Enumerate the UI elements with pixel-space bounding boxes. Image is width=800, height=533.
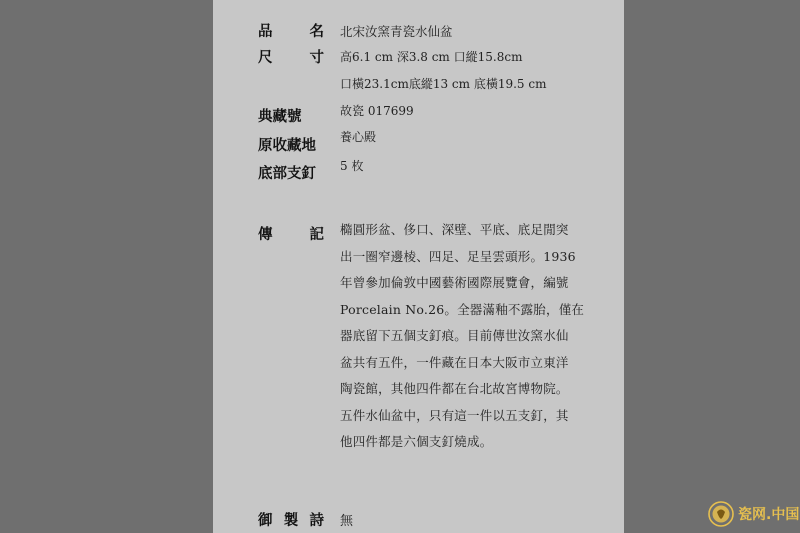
label-catalog: 典藏號 <box>258 109 302 125</box>
label-name-char2: 名 <box>309 24 324 40</box>
label-poem-char2: 製 <box>283 513 299 529</box>
label-poem-char3: 詩 <box>309 513 324 529</box>
record-line: Porcelain No.26。全器滿釉不露胎，僅在 <box>340 301 585 317</box>
label-poem <box>258 509 324 530</box>
label-name-char1: 品 <box>258 24 273 40</box>
label-record-char1: 傳 <box>258 227 273 243</box>
record-line: 盆共有五件，一件藏在日本大阪市立東洋 <box>340 354 569 370</box>
label-origin: 原收藏地 <box>258 138 316 154</box>
label-size-char1: 尺 <box>258 50 273 66</box>
value-catalog: 故瓷 017699 <box>340 104 414 118</box>
watermark-text: 瓷网.中国 <box>738 507 800 523</box>
value-name: 北宋汝窯青瓷水仙盆 <box>340 24 453 39</box>
porcelain-logo-icon <box>708 501 734 527</box>
record-line: 陶瓷館，其他四件都在台北故宮博物院。 <box>340 381 569 396</box>
value-size-line2: 口橫23.1cm底縱13 cm 底橫19.5 cm <box>340 77 547 91</box>
record-line: 年曾參加倫敦中國藝術國際展覽會，編號 <box>340 275 569 290</box>
label-size <box>258 46 324 67</box>
label-poem-char1: 御 <box>258 513 273 529</box>
label-name <box>258 20 324 41</box>
label-size-char2: 寸 <box>309 50 324 66</box>
value-poem: 無 <box>340 514 354 529</box>
record-line: 他四件都是六個支釘燒成。 <box>340 434 493 449</box>
record-line: 橢圓形盆、侈口、深壁、平底、底足閒突 <box>340 222 569 237</box>
value-origin: 養心殿 <box>340 130 377 144</box>
label-spurs: 底部支釘 <box>258 166 316 182</box>
record-line: 器底留下五個支釘痕。目前傳世汝窯水仙 <box>340 328 569 343</box>
label-record-char2: 記 <box>309 227 324 243</box>
record-paragraph <box>340 222 585 462</box>
label-record <box>258 223 324 244</box>
record-line: 五件水仙盆中，只有這一件以五支釘，其 <box>340 407 569 423</box>
record-line: 出一圈窄邊棱、四足、足呈雲頭形。1936 <box>340 248 576 264</box>
value-size-line1: 高6.1 cm 深3.8 cm 口縱15.8cm <box>340 50 523 64</box>
value-spurs: 5 枚 <box>340 159 364 173</box>
